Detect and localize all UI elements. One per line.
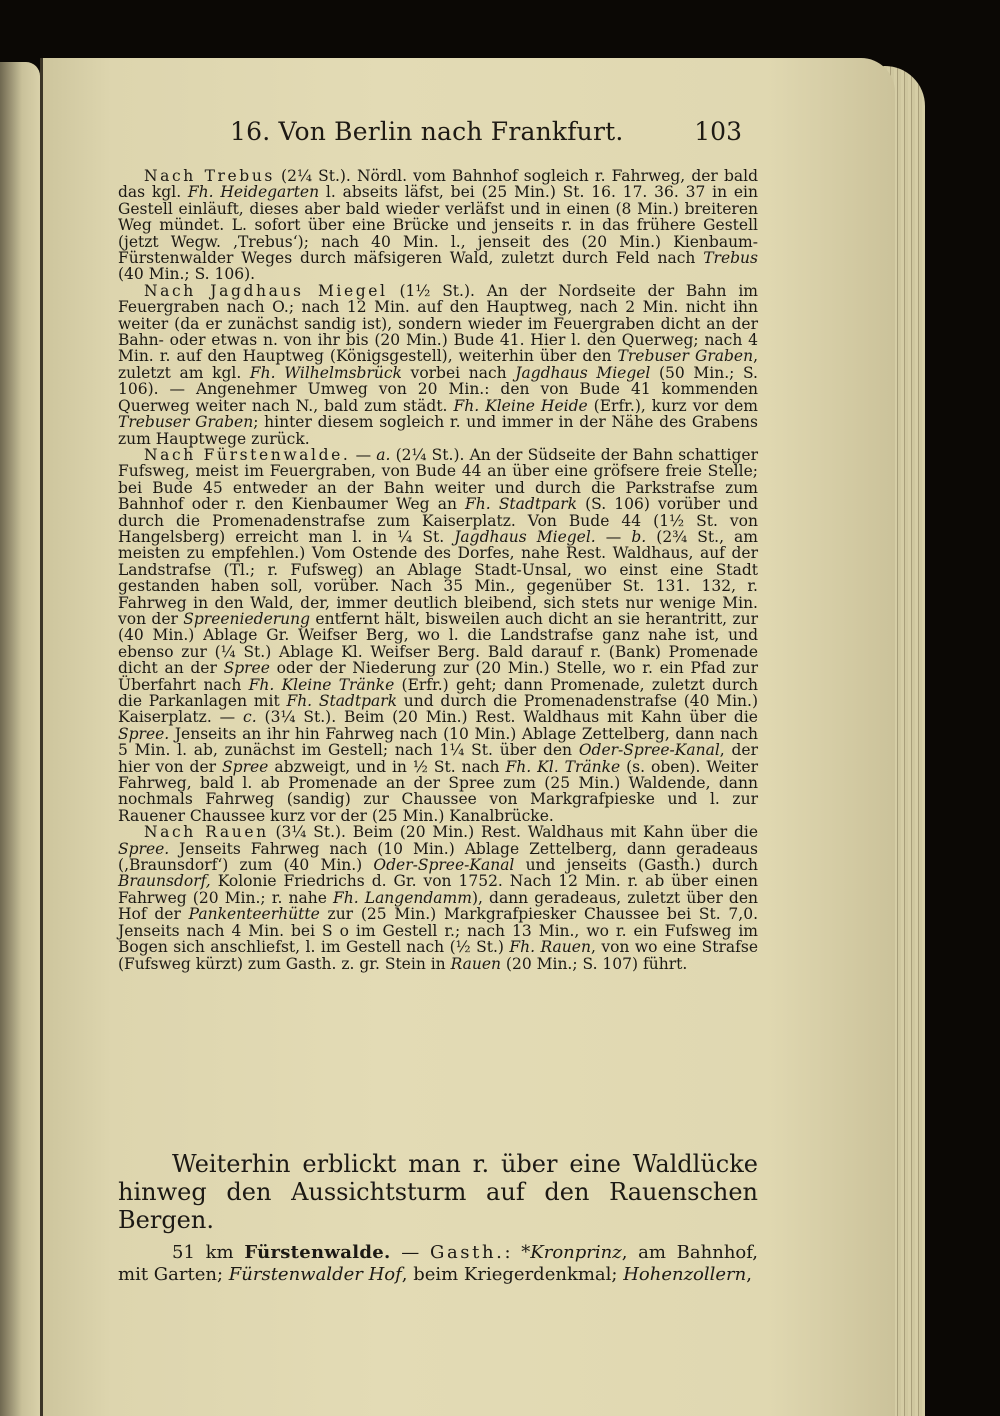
text-run: (50 Min.; S. 106). — Angenehmer Umweg von 20 Min.: den von Bude 41 kommenden Querweg weiter nach N., bald zum städt. (118, 363, 758, 415)
left-page-edge (0, 62, 40, 1416)
text-run: (S. 106) vorüber und durch die Promenadenstrafse zum Kaiserplatz. Von Bude 44 (1½ St. von Hangelsberg) erreicht man l. in ¼ St. (118, 495, 758, 546)
text-run: Gasth. (429, 1242, 505, 1263)
text-run: vorbei nach (401, 363, 516, 382)
route-heading: Nach Jagdhaus Miegel (144, 281, 388, 300)
text-run: Kolonie Friedrichs d. Gr. von 1752. Nach 12 Min. r. ab über einen Fahrweg (20 Min.; r. nahe (118, 872, 758, 907)
hotel-name: Fürstenwalder Hof (228, 1264, 402, 1285)
text-run: — (390, 1242, 430, 1263)
paragraph-jagdhaus (118, 283, 758, 447)
place-name: Spree (223, 659, 270, 678)
text-run: l. abseits läfst, bei (25 Min.) St. 16. 17. 36. 37 in ein Gestell einläuft, dieses aber bald wieder verläfst und in einen (8 Min.) breiteren Weg mündet. L. sofort über eine Brücke und jenseits r. in das frühere Gestell (jetzt Wegw. ‚Trebus‘); nach 40 Min. l., jenseit des (20 Min.) Kienbaum-Fürstenwalder Weges durch mäfsigeren Wald, zuletzt durch Feld nach (118, 183, 758, 268)
text-run: (2¼ St.). An der Südseite der Bahn schattiger Fufsweg, meist im Feuergraben, von Bude 44 an über eine gröfsere freie Stelle; bei Bude 45 entweder an der Bahn weiter und durch die Parkstrafse zum Bahnhof oder r. den Kienbaumer Weg an (118, 445, 758, 514)
text-run: entfernt hält, bisweilen auch dicht an sie herantritt, zur (40 Min.) Ablage Gr. Weifser Berg, wo l. die Landstrafse ganz nahe ist, und ebenso zur (¼ St.) Ablage Kl. Weifser Berg. Bald darauf r. (Bank) Promenade dicht an der (118, 609, 759, 678)
text-run: (s. oben). Weiter Fahrweg, bald l. ab Promenade an der Spree zum (25 Min.) Waldende, dann nochmals Fahrweg (sandig) zur Chaussee von Markgrafpieske und l. zur Rauener Chaussee kurz vor der (25 Min.) Kanalbrücke. (118, 757, 758, 825)
place-name: Rauen (450, 954, 501, 973)
station-entry (118, 1242, 758, 1286)
text-run: zur (25 Min.) Markgrafpiesker Chaussee bei St. 7,0. Jenseits nach 4 Min. bei S o im Gestell r.; nach 13 Min., wo r. ein Fufsweg im Bogen sich anschliefst, l. im Gestell nach (½ St.) (118, 905, 758, 957)
large-type-paragraph: Weiterhin erblickt man r. über eine Waldlücke hinweg den Aussichtsturm auf den Rauenschen Bergen. (118, 1150, 758, 1234)
text-run: (3¼ St.). Beim (20 Min.) Rest. Waldhaus mit Kahn über die (268, 823, 758, 842)
text-run: , von wo eine Strafse (Fufsweg kürzt) zum Gasth. z. gr. Stein in (118, 938, 759, 973)
text-run: (3¼ St.). Beim (20 Min.) Rest. Waldhaus mit Kahn über die (256, 708, 758, 727)
place-name: Spree. (118, 839, 170, 858)
text-run: oder der Niederung zur (20 Min.) Stelle, wo r. ein Pfad zur Überfahrt nach (118, 659, 758, 694)
text-run: , zuletzt am kgl. (118, 347, 758, 382)
place-name: Fh. Stadtpark (286, 692, 398, 710)
text-run: , der hier von der (118, 741, 758, 776)
place-name: Trebuser Graben (118, 413, 254, 432)
text-run: (Erfr.), kurz vor dem (587, 396, 758, 415)
station-name: Fürstenwalde. (244, 1242, 391, 1263)
text-run: (Erfr.) geht; dann Promenade, zuletzt durch die Parkanlagen mit (118, 675, 758, 710)
place-name: Fh. Wilhelmsbrück (249, 363, 402, 382)
paragraph-trebus (118, 168, 758, 283)
distance: 51 km (172, 1242, 245, 1263)
text-run: ; hinter diesem sogleich r. und immer in der Nähe des Grabens zum Hauptwege zurück. (118, 413, 758, 448)
main-route-text (118, 1150, 758, 1286)
route-variant: a. (376, 445, 391, 464)
text-run: (2¼ St.). Nördl. vom Bahnhof sogleich r. Fahrweg, der bald das kgl. (118, 167, 758, 202)
text-run: abzweigt, und in ½ St. nach (268, 757, 506, 776)
text-run: : * (504, 1242, 531, 1263)
place-name: Spree (222, 757, 269, 776)
text-run: (1½ St.). An der Nordseite der Bahn im Feuergraben nach O.; nach 12 Min. auf den Hauptweg, nach 2 Min. nicht ihn weiter (da er zunächst sandig ist), sondern wieder im Feuergraben dicht an der Bahn- oder etwas n. von ihr bis (20 Min.) Bude 41. Hier l. den Querweg; nach 4 Min. r. auf den Hauptweg (Königsgestell), weiterhin über den (118, 281, 758, 366)
route-variant: b. (631, 527, 647, 546)
body-text (118, 168, 758, 972)
text-run: (40 Min.; S. 106). (118, 265, 256, 284)
place-name: Fh. Kleine Heide (453, 396, 588, 415)
route-heading: Nach Fürstenwalde. (144, 445, 351, 464)
hotel-name: Kronprinz (530, 1242, 622, 1263)
place-name: Jagdhaus Miegel (515, 363, 651, 382)
place-name: Jagdhaus Miegel. (454, 527, 596, 546)
place-name: Spreeniederung (183, 609, 311, 628)
place-name: Pankenteerhütte (188, 905, 320, 924)
running-header (230, 112, 760, 152)
place-name: Fh. Stadtpark (465, 495, 578, 514)
text-run: , (746, 1264, 752, 1285)
route-heading: Nach Trebus (144, 167, 275, 185)
paragraph-fuerstenwalde (118, 447, 758, 824)
place-name: Spree. (118, 724, 170, 743)
text-run: (20 Min.; S. 107) führt. (501, 954, 688, 973)
place-name: Trebuser Graben (617, 347, 754, 366)
route-heading: Nach Rauen (144, 823, 269, 842)
text-run: Jenseits Fahrweg nach (10 Min.) Ablage Zettelberg, dann geradeaus (‚Braunsdorf‘) zum (40 Min.) (118, 839, 758, 875)
place-name: Fh. Rauen (509, 938, 591, 957)
text-run: und jenseits (Gasth.) durch (514, 856, 758, 875)
place-name: Trebus (703, 249, 758, 268)
text-run: ), dann geradeaus, zuletzt über den Hof der (118, 888, 759, 924)
text-run: , am Bahnhof, mit Garten; (118, 1242, 758, 1285)
hotel-name: Hohenzollern (623, 1264, 747, 1285)
text-run: , beim Kriegerdenkmal; (401, 1264, 624, 1285)
place-name: Oder-Spree-Kanal (578, 741, 720, 760)
text-run: (2¾ St., am meisten zu empfehlen.) Vom Ostende des Dorfes, nahe Rest. Waldhaus, auf der Landstrafse (Tl.; r. Fufsweg) an Ablage Stadt-Unsal, wo einst eine Stadt gestanden haben soll, vorüber. Nach 35 Min., gegenüber St. 131. 132, r. Fahrweg in den Wald, der, immer deutlich bleibend, sich stets nur wenige Min. von der (118, 527, 758, 628)
place-name: Fh. Kleine Tränke (248, 675, 395, 694)
place-name: Fh. Langendamm (333, 888, 472, 907)
place-name: Oder-Spree-Kanal (373, 856, 515, 875)
route-variant: c. (243, 708, 257, 727)
place-name: Fh. Heidegarten (187, 183, 320, 202)
place-name: Braunsdorf, (118, 872, 211, 891)
text-run: Jenseits an ihr hin Fahrweg nach (10 Min.) Ablage Zettelberg, dann nach 5 Min. l. ab, zunächst im Gestell; nach 1¼ St. über den (118, 724, 758, 760)
chapter-title: 16. Von Berlin nach Frankfurt. (230, 117, 624, 146)
place-name: Fh. Kl. Tränke (505, 757, 621, 776)
page-number: 103 (694, 117, 742, 146)
text-run: und durch die Promenadenstrafse (40 Min.) Kaiserplatz. — (118, 692, 758, 727)
paragraph-rauen (118, 824, 758, 972)
text-run: — (350, 445, 377, 464)
text-run: — (595, 527, 632, 546)
